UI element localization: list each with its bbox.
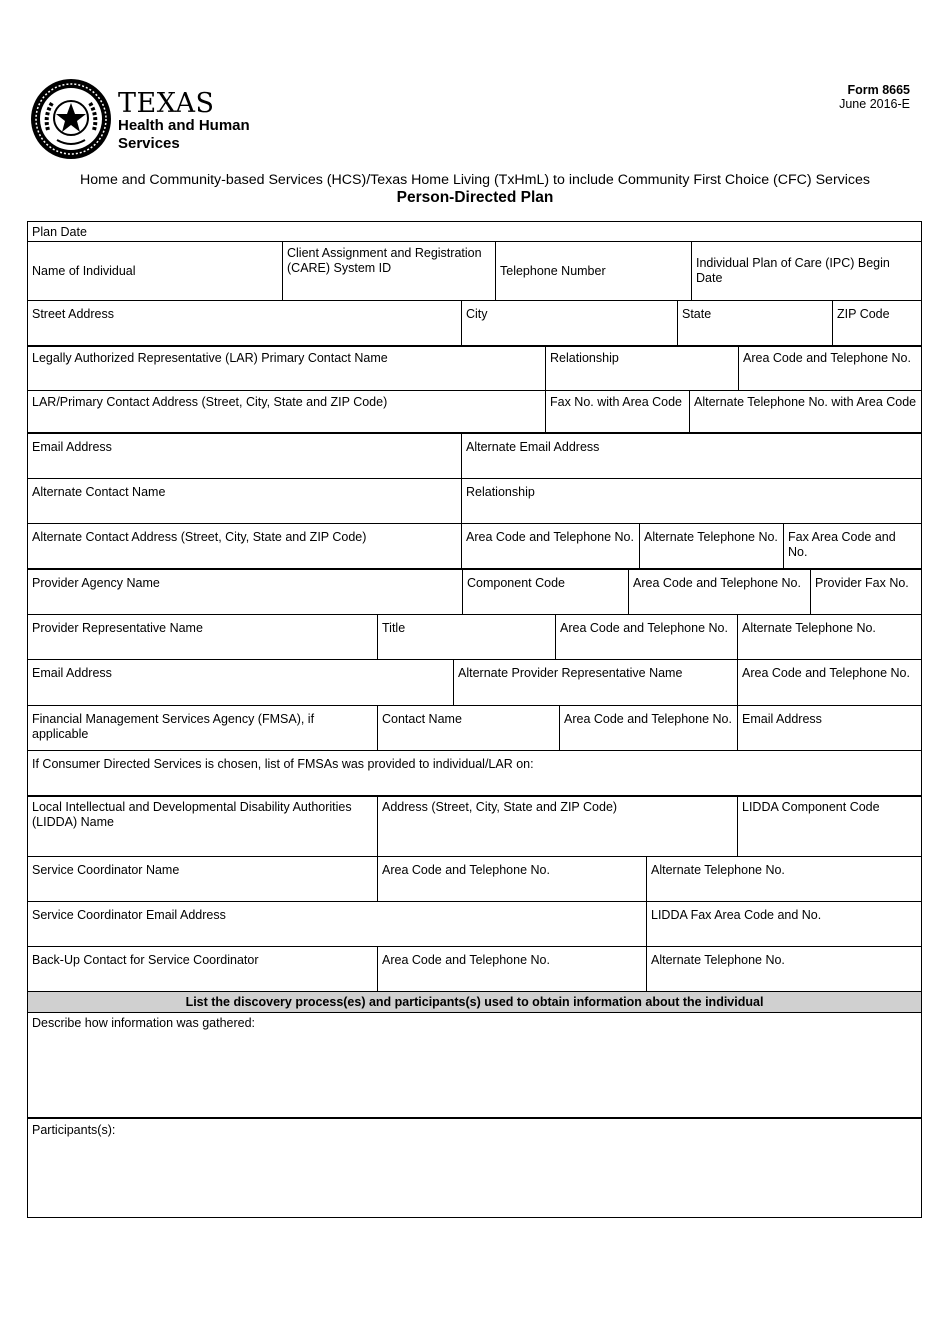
backup-contact-field[interactable]: Back-Up Contact for Service Coordinator bbox=[32, 953, 259, 967]
participants-field[interactable]: Participants(s): bbox=[32, 1123, 116, 1137]
alt-contact-relationship-field[interactable]: Relationship bbox=[461, 479, 921, 523]
row-alt-contact-address bbox=[28, 524, 921, 570]
street-address-field[interactable]: Street Address bbox=[32, 307, 114, 321]
form-number: Form 8665 bbox=[847, 83, 910, 97]
row-cds-fmsa bbox=[28, 751, 921, 797]
zip-code-field[interactable]: ZIP Code bbox=[832, 301, 921, 345]
logo-wordmark bbox=[118, 90, 250, 153]
ipc-begin-date-field[interactable]: Individual Plan of Care (IPC) Begin Date bbox=[691, 242, 921, 300]
row-lar-address bbox=[28, 391, 921, 434]
describe-info-field[interactable]: Describe how information was gathered: bbox=[32, 1016, 256, 1030]
row-sc-email bbox=[28, 902, 921, 947]
form-date: June 2016-E bbox=[839, 97, 910, 111]
component-code-field[interactable]: Component Code bbox=[462, 570, 628, 614]
fmsa-phone-field[interactable]: Area Code and Telephone No. bbox=[559, 706, 737, 750]
alt-email-field[interactable]: Alternate Email Address bbox=[461, 434, 921, 478]
alt-contact-name-field[interactable]: Alternate Contact Name bbox=[32, 485, 166, 499]
logo-line-texas: TEXAS bbox=[118, 88, 215, 119]
lar-relationship-field[interactable]: Relationship bbox=[545, 347, 738, 390]
fmsa-field[interactable]: Financial Management Services Agency (FMSA), if applicable bbox=[32, 712, 315, 741]
row-lar bbox=[28, 347, 921, 391]
page-title: Person-Directed Plan bbox=[396, 189, 554, 206]
lidda-component-code-field[interactable]: LIDDA Component Code bbox=[737, 797, 921, 856]
lar-alt-phone-field[interactable]: Alternate Telephone No. with Area Code bbox=[689, 391, 921, 432]
plan-date-field[interactable]: Plan Date bbox=[32, 225, 87, 239]
form-subtitle: Home and Community-based Services (HCS)/Texas Home Living (TxHmL) to include Community First Choice (CFC) Services bbox=[80, 172, 870, 188]
row-plan-date bbox=[28, 222, 921, 242]
backup-alt-phone-field[interactable]: Alternate Telephone No. bbox=[646, 947, 921, 991]
care-system-id-field[interactable]: Client Assignment and Registration (CARE) System ID bbox=[282, 242, 495, 300]
sc-alt-phone-field[interactable]: Alternate Telephone No. bbox=[646, 857, 921, 901]
provider-rep-alt-phone-field[interactable]: Alternate Telephone No. bbox=[737, 615, 921, 659]
fmsa-contact-field[interactable]: Contact Name bbox=[377, 706, 559, 750]
backup-phone-field[interactable]: Area Code and Telephone No. bbox=[377, 947, 646, 991]
row-provider-email bbox=[28, 660, 921, 706]
city-field[interactable]: City bbox=[461, 301, 677, 345]
sc-phone-field[interactable]: Area Code and Telephone No. bbox=[377, 857, 646, 901]
row-provider-rep bbox=[28, 615, 921, 660]
sc-email-field[interactable]: Service Coordinator Email Address bbox=[32, 908, 226, 922]
provider-rep-name-field[interactable]: Provider Representative Name bbox=[32, 621, 203, 635]
row-describe bbox=[28, 1013, 921, 1119]
form-identifier bbox=[839, 83, 910, 111]
lar-name-field[interactable]: Legally Authorized Representative (LAR) Primary Contact Name bbox=[32, 351, 388, 365]
lar-fax-field[interactable]: Fax No. with Area Code bbox=[545, 391, 689, 432]
texas-hhs-logo bbox=[30, 78, 250, 164]
alt-provider-rep-phone-field[interactable]: Area Code and Telephone No. bbox=[737, 660, 921, 705]
row-fmsa bbox=[28, 706, 921, 751]
row-individual bbox=[28, 242, 921, 301]
row-lidda bbox=[28, 797, 921, 857]
provider-fax-field[interactable]: Provider Fax No. bbox=[810, 570, 921, 614]
row-alt-contact bbox=[28, 479, 921, 524]
row-provider-agency bbox=[28, 570, 921, 615]
name-of-individual-field[interactable]: Name of Individual bbox=[32, 263, 136, 278]
email-field[interactable]: Email Address bbox=[32, 440, 112, 454]
provider-agency-field[interactable]: Provider Agency Name bbox=[32, 576, 160, 590]
lar-phone-field[interactable]: Area Code and Telephone No. bbox=[738, 347, 921, 390]
logo-line-services: Services bbox=[118, 135, 180, 152]
lidda-name-field[interactable]: Local Intellectual and Developmental Disability Authorities (LIDDA) Name bbox=[32, 800, 352, 829]
fmsa-email-field[interactable]: Email Address bbox=[737, 706, 921, 750]
row-backup-contact bbox=[28, 947, 921, 992]
alt-contact-phone-field[interactable]: Area Code and Telephone No. bbox=[461, 524, 639, 568]
alt-contact-address-field[interactable]: Alternate Contact Address (Street, City, State and ZIP Code) bbox=[32, 530, 367, 544]
row-service-coordinator bbox=[28, 857, 921, 902]
provider-phone-field[interactable]: Area Code and Telephone No. bbox=[628, 570, 810, 614]
provider-rep-phone-field[interactable]: Area Code and Telephone No. bbox=[555, 615, 737, 659]
alt-provider-rep-field[interactable]: Alternate Provider Representative Name bbox=[453, 660, 737, 705]
plan-form bbox=[27, 221, 922, 1218]
lidda-address-field[interactable]: Address (Street, City, State and ZIP Code) bbox=[377, 797, 737, 856]
alt-contact-fax-field[interactable]: Fax Area Code and No. bbox=[783, 524, 921, 568]
telephone-number-field[interactable]: Telephone Number bbox=[495, 242, 691, 300]
provider-email-field[interactable]: Email Address bbox=[32, 666, 112, 680]
discovery-section-header: List the discovery process(es) and participants(s) used to obtain information about the individual bbox=[28, 992, 921, 1013]
texas-seal-icon bbox=[30, 78, 112, 160]
lidda-fax-field[interactable]: LIDDA Fax Area Code and No. bbox=[646, 902, 921, 946]
cds-fmsa-list-field[interactable]: If Consumer Directed Services is chosen, list of FMSAs was provided to individual/LAR on: bbox=[32, 757, 534, 771]
sc-name-field[interactable]: Service Coordinator Name bbox=[32, 863, 180, 877]
provider-rep-title-field[interactable]: Title bbox=[377, 615, 555, 659]
alt-contact-alt-phone-field[interactable]: Alternate Telephone No. bbox=[639, 524, 783, 568]
logo-line-health: Health and Human bbox=[118, 117, 250, 134]
state-field[interactable]: State bbox=[677, 301, 832, 345]
lar-address-field[interactable]: LAR/Primary Contact Address (Street, City, State and ZIP Code) bbox=[32, 395, 388, 409]
row-email bbox=[28, 434, 921, 479]
row-participants bbox=[28, 1119, 921, 1217]
row-address bbox=[28, 301, 921, 347]
